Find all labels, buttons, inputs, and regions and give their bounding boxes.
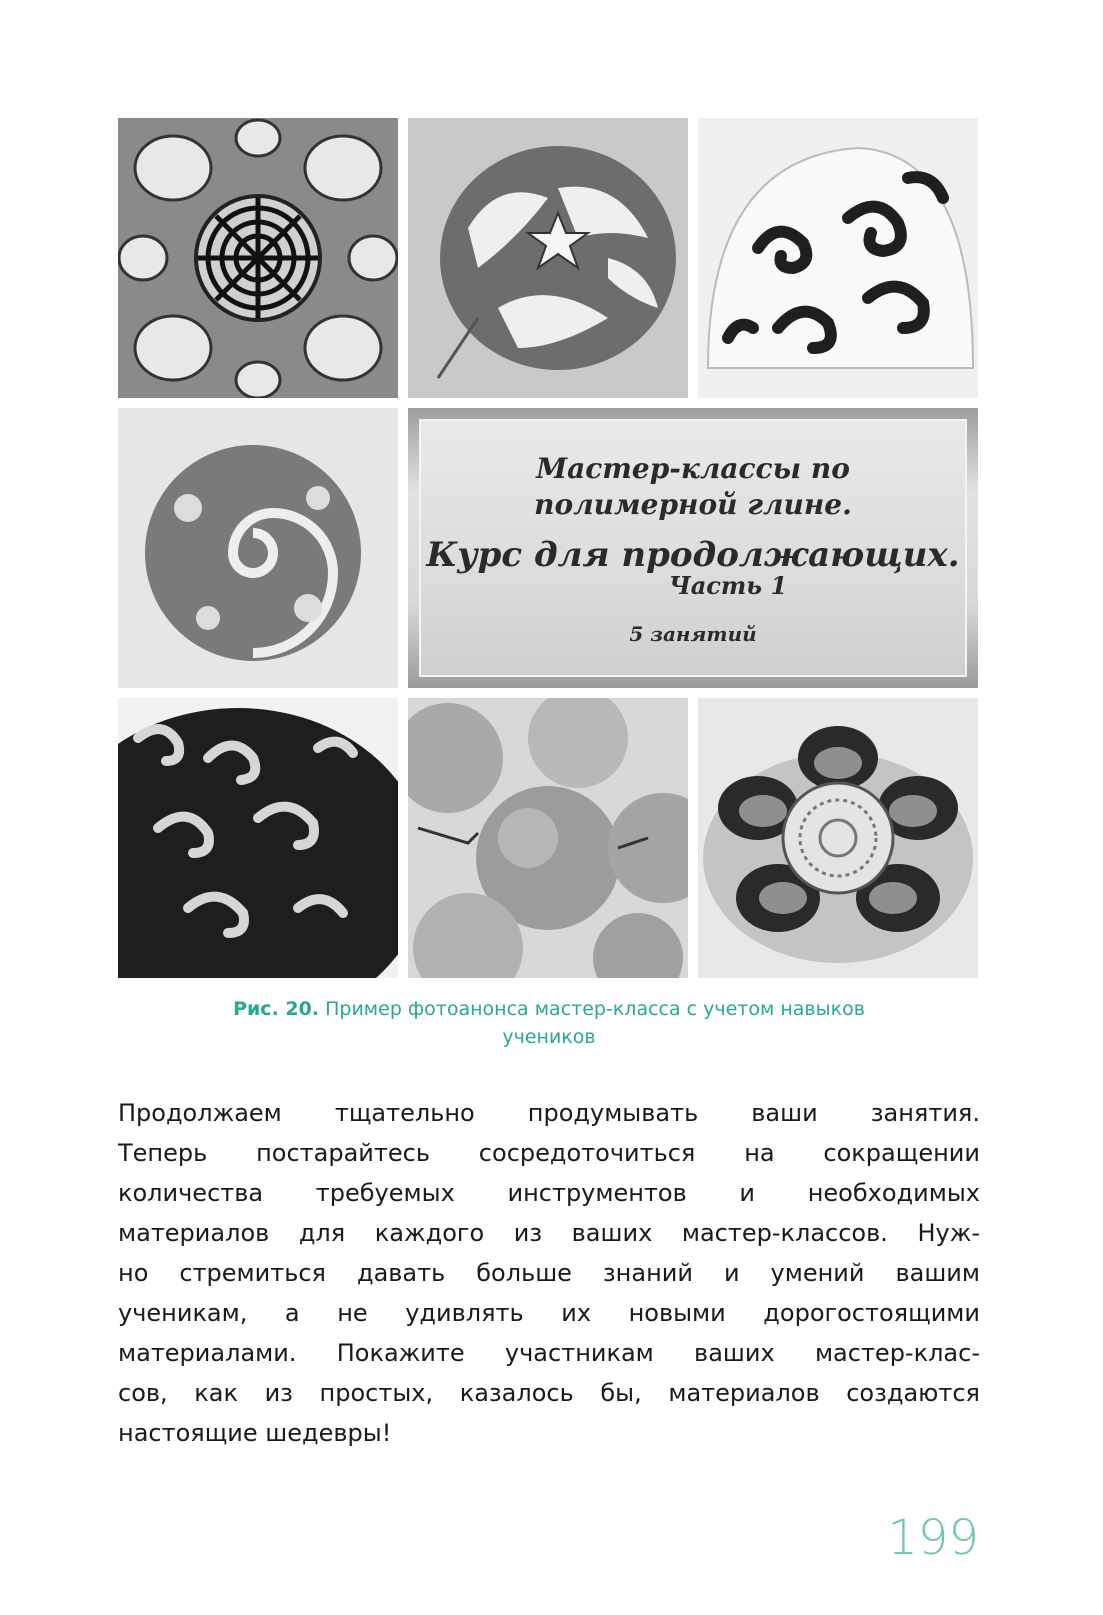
- figure-caption: [118, 995, 980, 1051]
- body-line: материалов для каждого из ваших мастер-классов. Нуж-: [118, 1219, 980, 1247]
- plaque-title-line1: Мастер-классы по: [536, 451, 850, 485]
- title-plaque-inner: [419, 419, 967, 677]
- plaque-title-line2: полимерной глине.: [534, 487, 852, 521]
- body-line: ученикам, а не удивлять их новыми дорогостоящими: [118, 1299, 980, 1327]
- body-paragraph: [118, 1093, 980, 1453]
- figure-label: Рис. 20.: [233, 998, 320, 1020]
- body-line: Продолжаем тщательно продумывать ваши занятия.: [118, 1099, 980, 1127]
- plaque-course-title: Курс для продолжающих.: [426, 534, 960, 575]
- body-line: настоящие шедевры!: [118, 1419, 392, 1447]
- body-line: количества требуемых инструментов и необходимых: [118, 1179, 980, 1207]
- caption-text-line1: Пример фотоанонса мастер-класса с учетом навыков: [319, 998, 865, 1020]
- patterned-bead-photo: [408, 118, 688, 398]
- body-line: сов, как из простых, казалось бы, материалов создаются: [118, 1379, 980, 1407]
- caption-text-line2: учеников: [502, 1026, 596, 1048]
- body-line: Теперь постарайтесь сосредоточиться на сокращении: [118, 1139, 980, 1167]
- body-line: но стремиться давать больше знаний и умений вашим: [118, 1259, 980, 1287]
- plaque-part: Часть 1: [668, 570, 788, 600]
- figure-collage: [118, 118, 980, 980]
- beads-necklace-photo: [408, 698, 688, 978]
- plaque-lessons: 5 занятий: [629, 621, 757, 646]
- body-line: материалами. Покажите участникам ваших мастер-клас-: [118, 1339, 980, 1367]
- swirl-dome-photo: [698, 118, 978, 398]
- page-number: 199: [887, 1510, 979, 1566]
- title-plaque: [408, 408, 978, 688]
- shell-bead-photo: [118, 408, 398, 688]
- kaleidoscope-photo: [118, 118, 398, 398]
- dark-swirl-disc-photo: [118, 698, 398, 978]
- flower-dome-photo: [698, 698, 978, 978]
